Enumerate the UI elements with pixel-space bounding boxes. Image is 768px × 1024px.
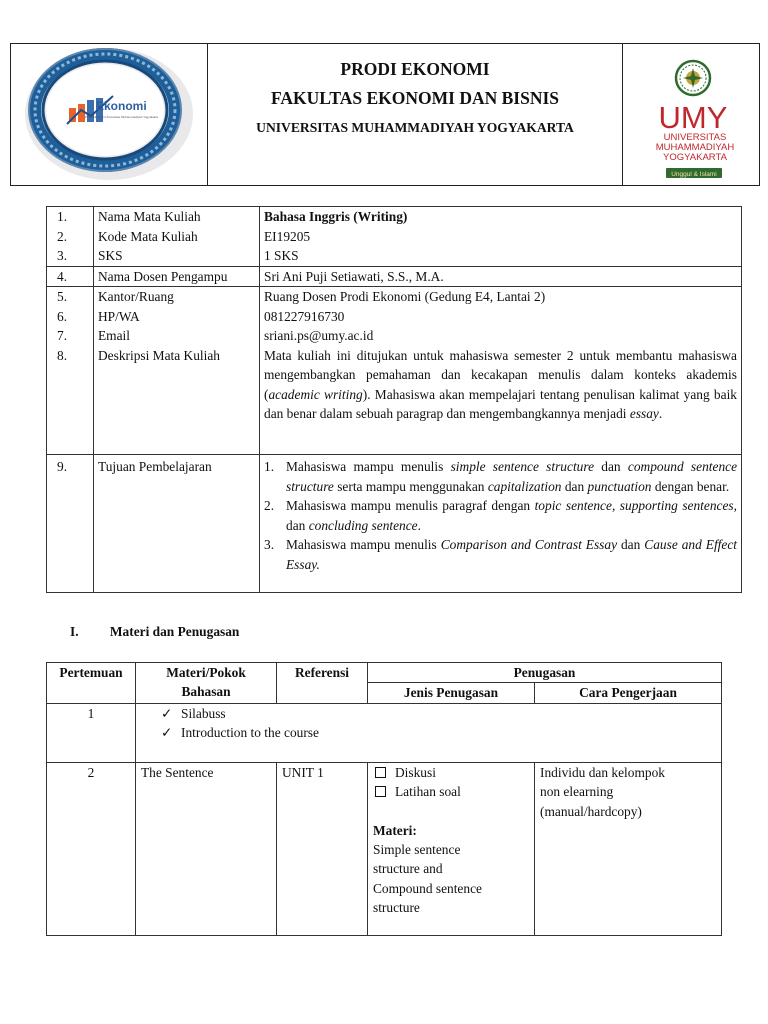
document-header — [10, 43, 760, 186]
checkbox-icon — [375, 767, 386, 778]
col-header-materi: Materi/Pokok Bahasan — [136, 663, 277, 704]
col-header-cara: Cara Pengerjaan — [535, 683, 722, 703]
svg-text:MUHAMMADIYAH: MUHAMMADIYAH — [655, 142, 735, 153]
assignment-types: Diskusi Latihan soal Materi: Simple sentence structure and Compound sentence structure — [368, 762, 535, 935]
label-lecturer: Nama Dosen Pengampu — [94, 266, 260, 287]
course-description: Mata kuliah ini ditujukan untuk mahasiswa semester 2 untuk membantu mahasiswa mengembangkan pemahaman dan kecakapan menulis dalam konteks akademis (academic writing). Mahasiswa akan mempelajari tentang penulisan kalimat yang baik dan benar dalam sebuah paragrap dan mengembangkannya menjadi essay. — [264, 347, 737, 421]
meeting-number: 2 — [47, 762, 136, 935]
umy-emblem-icon — [676, 61, 710, 95]
phone: 081227916730 — [264, 308, 345, 324]
header-line-2: FAKULTAS EKONOMI DAN BISNIS — [271, 88, 559, 108]
goal-item: 2. Mahasiswa mampu menulis paragraf dengan topic sentence, supporting sentences, dan concluding sentence. — [264, 498, 737, 533]
table-row — [47, 762, 722, 935]
col-header-jenis: Jenis Penugasan — [368, 683, 535, 703]
label-course-name: Nama Mata Kuliah — [98, 209, 201, 224]
table-row — [47, 703, 722, 762]
course-code: EI19205 — [264, 228, 311, 244]
course-info-table — [46, 206, 742, 593]
info-row-course: 1. 2. 3. Nama Mata Kuliah Kode Mata Kuliah SKS Bahasa Inggris (Writing) EI19205 1 SKS — [47, 207, 742, 267]
col-header-pertemuan: Pertemuan — [47, 663, 136, 704]
checkmark-icon: ✓ — [161, 725, 173, 741]
course-sks: 1 SKS — [264, 248, 299, 263]
col-header-referensi: Referensi — [277, 663, 368, 704]
header-divider-right — [622, 44, 623, 185]
reference: UNIT 1 — [277, 762, 368, 935]
list-item: ✓ Silabuss — [141, 704, 716, 723]
ekonomi-logo — [23, 46, 195, 182]
col-header-penugasan: Penugasan — [368, 663, 722, 683]
label-email: Email — [98, 328, 130, 343]
schedule-header-row — [47, 663, 722, 683]
learning-goals-list — [264, 457, 737, 574]
materi-label: Materi: — [373, 822, 417, 838]
header-line-1: PRODI EKONOMI — [340, 59, 490, 79]
label-sks: SKS — [98, 248, 123, 263]
checkbox-icon — [375, 786, 386, 797]
work-method: Individu dan kelompok non elearning (manual/hardcopy) — [535, 762, 722, 935]
schedule-table — [46, 662, 722, 936]
umy-logo-text: UMY — [658, 100, 728, 135]
ekonomi-logo-tagline: Prodi Ekonomi Universitas Muhammadiyah Yogyakarta — [85, 115, 159, 119]
svg-text:UNIVERSITAS: UNIVERSITAS — [663, 132, 727, 143]
svg-text:YOGYAKARTA: YOGYAKARTA — [663, 152, 727, 163]
checkmark-icon: ✓ — [161, 705, 173, 721]
info-row-lecturer: 4. Nama Dosen Pengampu Sri Ani Puji Setiawati, S.S., M.A. — [47, 266, 742, 287]
list-item: ✓ Introduction to the course — [141, 723, 716, 742]
label-goals: Tujuan Pembelajaran — [94, 455, 260, 593]
lecturer-name: Sri Ani Puji Setiawati, S.S., M.A. — [260, 266, 742, 287]
list-item: Diskusi — [373, 763, 529, 782]
label-phone: HP/WA — [98, 308, 140, 324]
list-item: Latihan soal — [373, 782, 529, 801]
umy-motto: Unggul & Islami — [671, 171, 717, 178]
umy-logo — [629, 48, 757, 182]
materi-topic: The Sentence — [136, 762, 277, 935]
label-description: Deskripsi Mata Kuliah — [98, 347, 220, 363]
label-office: Kantor/Ruang — [98, 289, 174, 304]
email: sriani.ps@umy.ac.id — [264, 328, 374, 343]
header-line-3: UNIVERSITAS MUHAMMADIYAH YOGYAKARTA — [256, 120, 574, 135]
office: Ruang Dosen Prodi Ekonomi (Gedung E4, Lantai 2) — [264, 289, 546, 304]
section-number: I. — [70, 624, 79, 639]
goal-item: 1. Mahasiswa mampu menulis simple sentence structure dan compound sentence structure serta mampu menggunakan capitalization dan punctuation dengan benar. — [264, 459, 738, 494]
goal-item: 3. Mahasiswa mampu menulis Comparison and Contrast Essay dan Cause and Effect Essay. — [264, 537, 737, 572]
course-name: Bahasa Inggris (Writing) — [264, 209, 408, 224]
section-heading — [70, 624, 239, 640]
info-row-contact: 5. 6. 7. 8. Kantor/Ruang HP/WA Email Deskripsi Mata Kuliah Ruang Dosen Prodi Ekonomi (Gedung E4, Lantai 2) 081227916730 sriani.ps@umy.ac.id Mata kuliah ini ditujukan untuk mahasiswa semester 2 untuk membantu mahasiswa mengembangkan pemahaman dan kecakapan menulis dalam konteks akademis (academic writing). Mahasiswa akan mempelajari tentang penulisan kalimat yang baik dan benar dalam sebuah paragrap dan mengembangkannya menjadi essay. — [47, 287, 742, 455]
meeting-number: 1 — [47, 703, 136, 762]
info-row-goals: 9. Tujuan Pembelajaran 1. Mahasiswa mampu menulis simple sentence structure dan compound sentence structure serta mampu menggunakan capitalization dan punctuation dengan benar. 2. Mahasiswa mampu menulis paragraf dengan topic sentence, supporting sentences, dan concluding sentence. 3. Mahasiswa mampu menulis Comparison and Contrast Essay dan Cause and Effect Essay. — [47, 455, 742, 593]
ekonomi-logo-text: Ekonomi — [96, 99, 147, 113]
label-course-code: Kode Mata Kuliah — [98, 228, 198, 244]
section-title: Materi dan Penugasan — [109, 624, 240, 639]
